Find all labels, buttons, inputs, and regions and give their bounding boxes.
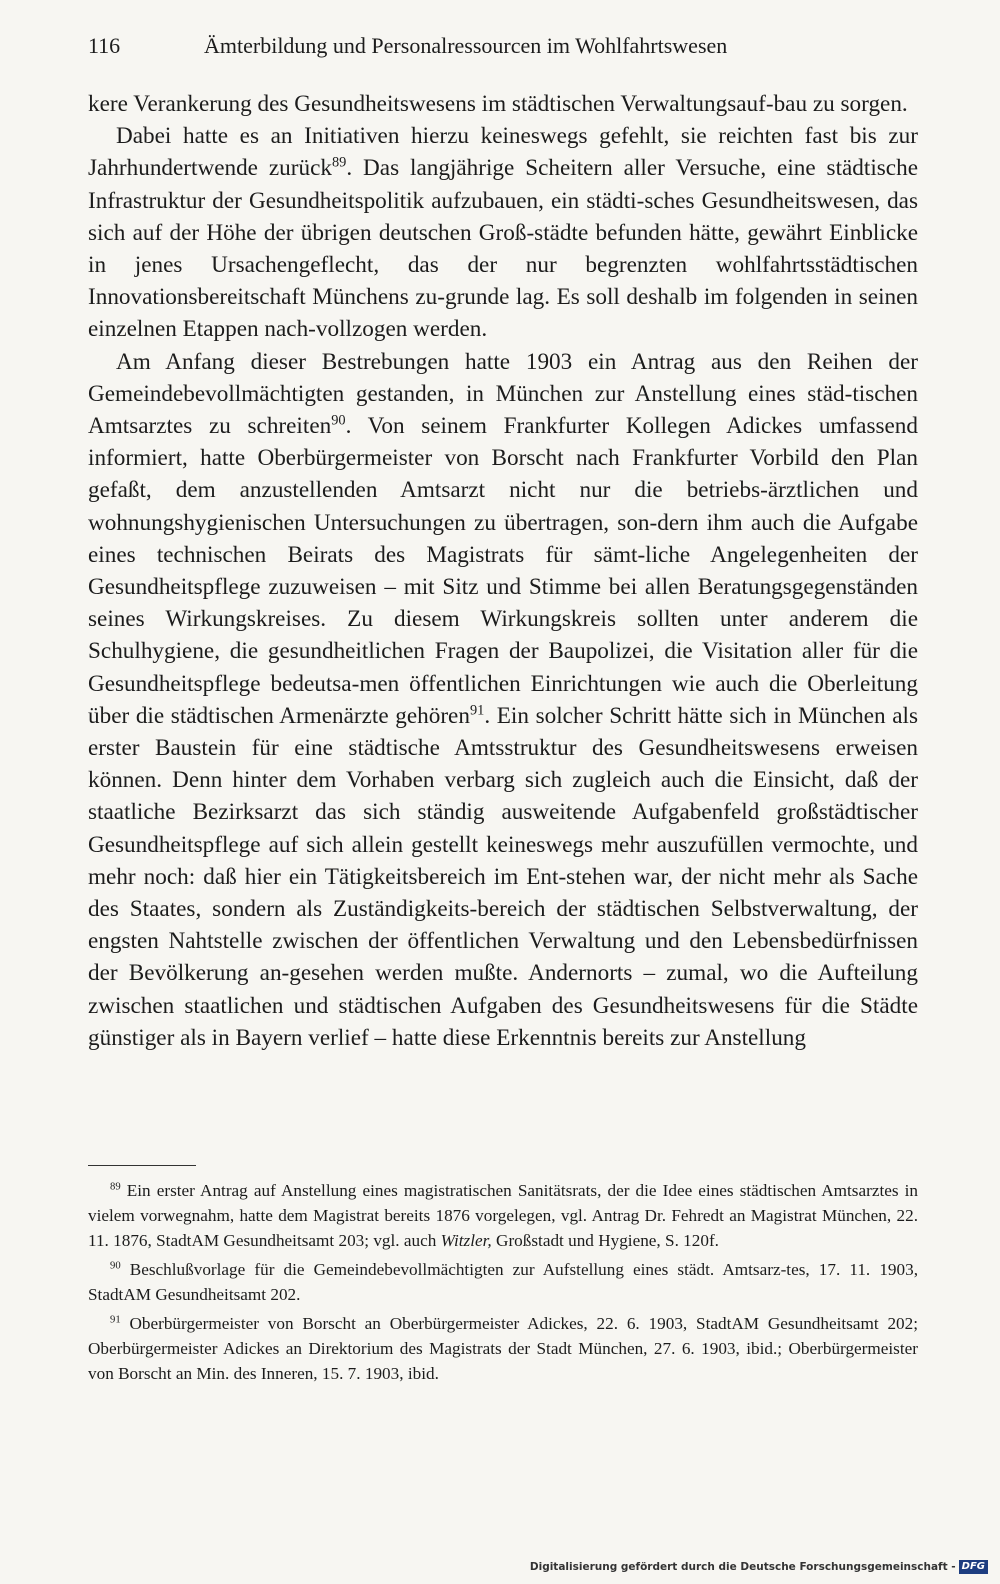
paragraph-3-text-a: Am Anfang dieser Bestrebungen hatte 1903 ein Antrag aus den Reihen der Gemeindebevollmächtigten gestanden, in München zur Anstellung eines städ-tischen Amtsarztes zu schreiten: [88, 348, 918, 440]
paragraph-1-text: kere Verankerung des Gesundheitswesens im städtischen Verwaltungsauf-bau zu sorgen.: [88, 91, 908, 117]
footnotes: [88, 1178, 918, 1390]
footnote-text: Beschlußvorlage für die Gemeindebevollmächtigten zur Aufstellung eines städt. Amtsarz-tes, 17. 11. 1903, StadtAM Gesundheitsamt 202.: [88, 1260, 918, 1304]
paragraph-3-text-c: . Ein solcher Schritt hätte sich in München als erster Baustein für eine städtische Amtsstruktur des Gesundheitswesens erweisen können. Denn hinter dem Vorhaben verbarg sich zugleich auch die Einsicht, daß der staatliche Bezirksarzt das sich ständig ausweitende Aufgabenfeld großstädtischer Gesundheitspflege auf sich allein gestellt keineswegs mehr auszufüllen vermochte, und mehr noch: daß hier ein Tätigkeitsbereich im Ent-stehen war, der nicht mehr als Sache des Staates, sondern als Zuständigkeits-bereich der städtischen Selbstverwaltung, der engsten Nahtstelle zwischen der öffentlichen Verwaltung und den Lebensbedürfnissen der Bevölkerung an-gesehen werden mußte. Andernorts – zumal, wo die Aufteilung zwischen staatlichen und städtischen Aufgaben des Gesundheitswesens für die Städte günstiger als in Bayern verlief – hatte diese Erkenntnis bereits zur Anstellung: [88, 702, 918, 1051]
paragraph-2-text-a: Dabei hatte es an Initiativen hierzu keineswegs gefehlt, sie reichten fast bis zur Jahrhundertwende zurück: [88, 123, 918, 182]
footnote-number: 90: [110, 1260, 121, 1272]
paragraph-3: [88, 346, 918, 1054]
footnote-number: 89: [110, 1181, 121, 1193]
running-title: Ämterbildung und Personalressourcen im Wohlfahrtswesen: [204, 33, 728, 58]
footnote-90: [88, 1257, 918, 1307]
footnote-91: [88, 1311, 918, 1386]
footnote-text: Oberbürgermeister von Borscht an Oberbürgermeister Adickes, 22. 6. 1903, StadtAM Gesundheitsamt 202; Oberbürgermeister Adickes an Direktorium des Magistrats der Stadt München, 27. 6. 1903, ibid.; Oberbürgermeister von Borscht an Min. des Inneren, 15. 7. 1903, ibid.: [88, 1314, 918, 1383]
running-head: [88, 30, 918, 62]
digitization-notice: [530, 1558, 988, 1576]
main-text: [88, 88, 918, 1054]
digitization-text: Digitalisierung gefördert durch die Deutsche Forschungsgemeinschaft -: [529, 1561, 956, 1573]
footnote-number: 91: [110, 1314, 121, 1326]
footnote-ref-90: 90: [331, 412, 346, 429]
footnote-author-italic: Witzler,: [440, 1231, 492, 1250]
footnote-ref-91: 91: [469, 702, 485, 719]
page-number: 116: [88, 33, 121, 58]
paragraph-3-text-b: . Von seinem Frankfurter Kollegen Adickes umfassend informiert, hatte Oberbürgermeister von Borscht nach Frankfurter Vorbild den Plan gefaßt, dem anzustellenden Amtsarzt nicht nur die betriebs-ärztlichen und wohnungshygienischen Untersuchungen zu übertragen, son-dern ihm auch die Aufgabe eines technischen Beirats des Magistrats für sämt-liche Angelegenheiten der Gesundheitspflege zuzuweisen – mit Sitz und Stimme bei allen Beratungsgegenständen seines Wirkungskreises. Zu diesem Wirkungskreis sollten unter anderem die Schulhygiene, die gesundheitlichen Fragen der Baupolizei, die Visitation aller für die Gesundheitspflege bedeutsa-men öffentlichen Einrichtungen wie auch die Oberleitung über die städtischen Armenärzte gehören: [88, 413, 918, 729]
footnote-separator: [88, 1165, 196, 1166]
paragraph-2: [88, 120, 918, 345]
footnote-text: Ein erster Antrag auf Anstellung eines magistratischen Sanitätsrats, der die Idee eines städtischen Amtsarztes in vielem vorwegnahm, hatte dem Magistrat bereits 1876 vorgelegen, vgl. Antrag Dr. Fehredt an Magistrat München, 22. 11. 1876, StadtAM Gesundheitsamt 203; vgl. auch: [88, 1181, 919, 1250]
dfg-logo-icon: DFG: [959, 1560, 988, 1574]
footnote-ref-89: 89: [331, 154, 347, 171]
footnote-89: [88, 1178, 918, 1253]
paragraph-2-text-b: . Das langjährige Scheitern aller Versuche, eine städtische Infrastruktur der Gesundheitspolitik aufzubauen, ein städti-sches Gesundheitswesen, das sich auf der Höhe der übrigen deutschen Groß-städte befunden hätte, gewährt Einblicke in jenes Ursachengeflecht, das der nur begrenzten wohlfahrtsstädtischen Innovationsbereitschaft Münchens zu-grunde lag. Es soll deshalb im folgenden in seinen einzelnen Etappen nach-vollzogen werden.: [88, 155, 918, 343]
paragraph-1: [88, 88, 918, 120]
footnote-text-rest: Großstadt und Hygiene, S. 120f.: [491, 1231, 719, 1250]
